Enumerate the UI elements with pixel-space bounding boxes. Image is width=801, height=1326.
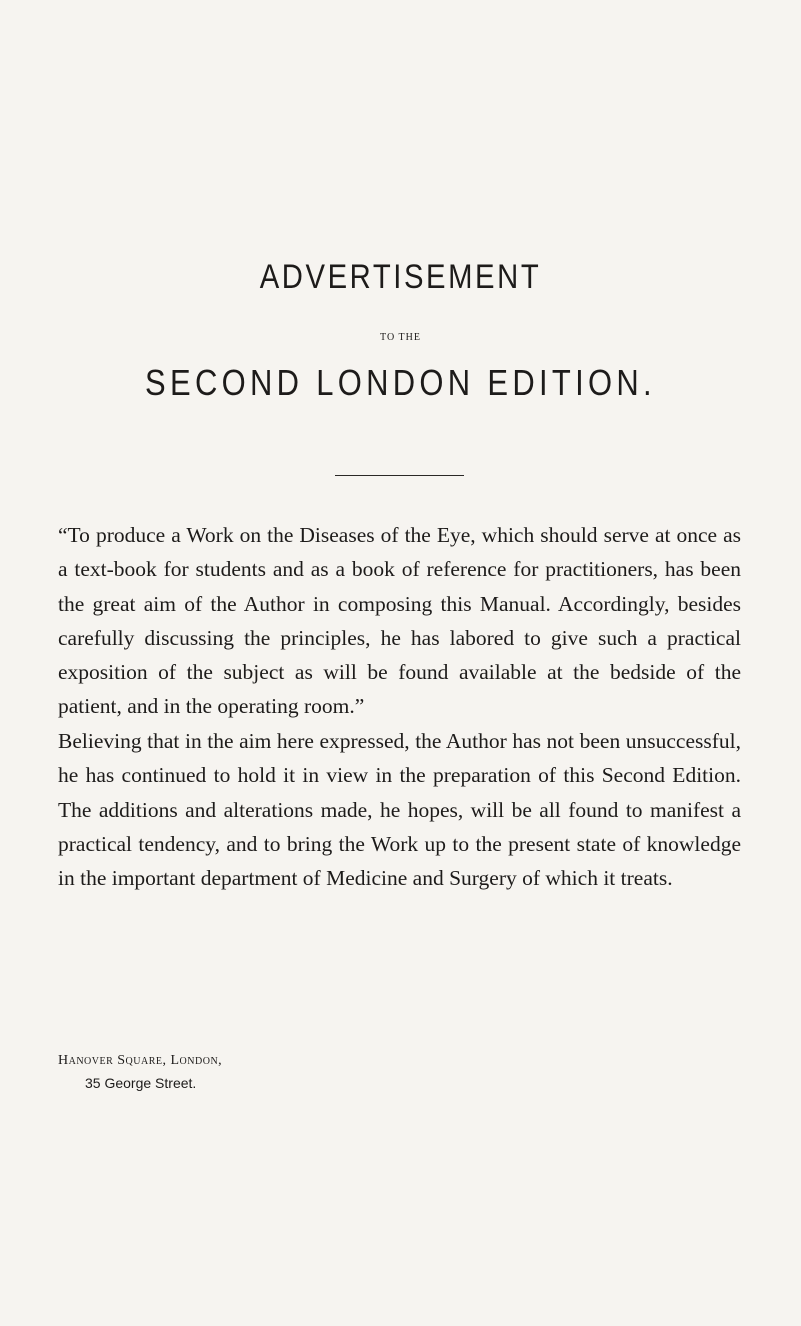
title-connector: TO THE [380, 332, 421, 343]
edition-subtitle: SECOND LONDON EDITION. [145, 362, 656, 403]
address-line-2: 35 George Street. [85, 1075, 197, 1091]
quote-paragraph: “To produce a Work on the Diseases of the Eye, which should serve at once as a text-book for students and as a book of reference for practitioners, has been the great aim of the Author in composing this Manual. Accordingly, besides carefully discussing the principles, he has labored to give such a practical exposition of the subject as will be found available at the bedside of the patient, and in the operating room.” [58, 523, 741, 719]
divider-rule [335, 475, 464, 476]
body-paragraph: Believing that in the aim here expressed, the Author has not been unsuccessful, he has continued to hold it in view in the preparation of this Second Edition. The additions and alterations made, he hopes, will be all found to manifest a practical tendency, and to bring the Work up to the present state of knowledge in the important department of Medicine and Surgery of which it treats. [58, 729, 741, 891]
address-block [58, 1050, 222, 1094]
page-title: ADVERTISEMENT [259, 258, 542, 296]
address-line-1: Hanover Square, London, [58, 1053, 223, 1068]
